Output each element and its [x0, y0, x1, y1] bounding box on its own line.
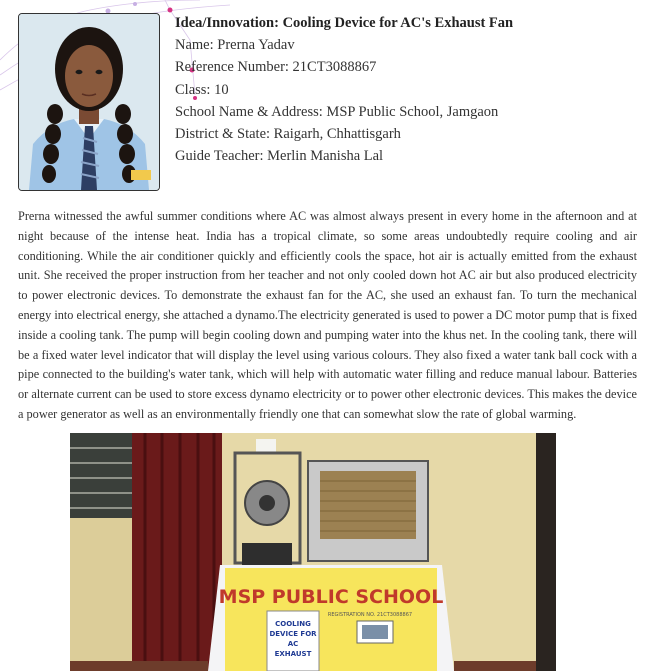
banner-school-name: MSP PUBLIC SCHOOL: [218, 586, 444, 608]
card-line-2: DEVICE FOR: [269, 630, 317, 638]
project-title: Idea/Innovation: Cooling Device for AC's Exhaust Fan: [175, 15, 514, 31]
banner-registration: REGISTRATION NO. 21CT3088867: [327, 612, 413, 618]
student-class: Class: 10: [175, 81, 229, 98]
guide-teacher: Guide Teacher: Merlin Manisha Lal: [175, 148, 384, 165]
project-photo: [70, 433, 556, 671]
profile-info: [175, 12, 513, 167]
card-line-4: EXHAUST: [274, 650, 312, 658]
district-state: District & State: Raigarh, Chhattisgarh: [175, 126, 401, 143]
card-line-1: COOLING: [275, 620, 311, 628]
project-description: Prerna witnessed the awful summer conditions where AC was almost always present in every home in the afternoon and at night because of the intense heat. India has a tropical climate, so some areas undoubtedly require cooling and air conditioning. While the air conditioner quickly and efficiently cools the space, hot air is actually emitted from the exhaust unit. She received the proper instruction from her teacher and not only cooled down hot AC air but also produced electricity to power electronic devices. To demonstrate the exhaust fan for the AC, she used an exhaust fan. To turn the mechanical energy into electrical energy, she attached a dynamo.The electricity generated is used to power a DC motor pump that is fixed inside a cooling tank. The pump will begin cooling down and pumping water into the khus net. In the cooling tank, there will be a fixed water level indicator that will display the level using various colours. They also fixed a water tank ball cock with a pipe connected to the building's water tank, which will help with automatic water filling and reduce manual labour. Batteries or alternate current can be used to store excess dynamo electricity or to power other electronic devices. This makes the device a power generator as well as an environmentally friendly one that can somewhat slow the rate of global warming.: [18, 209, 637, 421]
reference-number: Reference Number: 21CT3088867: [175, 59, 377, 76]
student-name: Name: Prerna Yadav: [175, 37, 295, 54]
card-line-3: AC: [287, 640, 299, 648]
school-name-address: School Name & Address: MSP Public School, Jamgaon: [175, 103, 499, 120]
student-photo: [18, 13, 160, 191]
